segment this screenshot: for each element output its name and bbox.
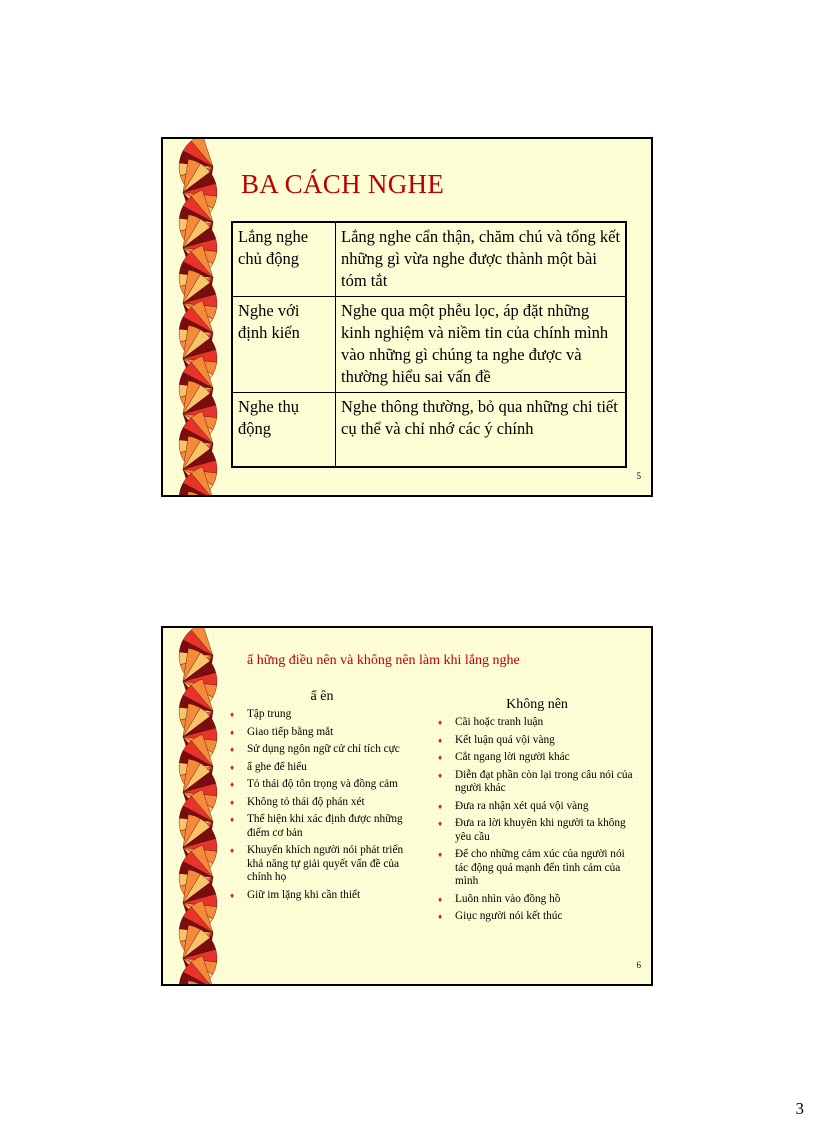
list-item: ♦ Diễn đạt phần còn lại trong câu nói của người khác: [437, 769, 637, 796]
fan-decoration-icon: [171, 139, 225, 495]
list-item: ♦ Kết luận quá vội vàng: [437, 734, 637, 748]
term-cell: Nghe với định kiến: [232, 297, 336, 393]
list-item: ♦ ẩ ghe để hiểu: [229, 761, 415, 775]
list-item: ♦ Luôn nhìn vào đồng hồ: [437, 893, 637, 907]
term-cell: Nghe thụ động: [232, 393, 336, 468]
list-item: ♦ Đưa ra nhận xét quá vội vàng: [437, 800, 637, 814]
slide-title: ẩ hững điều nên và không nên làm khi lắng nghe: [247, 653, 520, 668]
table-row: [232, 393, 626, 468]
description-cell: Nghe qua một phễu lọc, áp đặt những kinh nghiệm và niềm tin của chính mình vào những gì chúng ta nghe được và thường hiểu sai vấn đề: [336, 297, 627, 393]
list-item: ♦ Giữ im lặng khi cần thiết: [229, 889, 415, 903]
should-not-heading: Không nên: [506, 697, 568, 712]
list-item: ♦ Tỏ thái độ tôn trọng và đồng cảm: [229, 778, 415, 792]
description-cell: Nghe thông thường, bỏ qua những chi tiết cụ thể và chỉ nhớ các ý chính: [336, 393, 627, 468]
slide-6: [161, 626, 653, 986]
page-number: 3: [795, 1099, 804, 1118]
should-heading: ẩ ên: [310, 689, 334, 704]
description-cell: Lắng nghe cẩn thận, chăm chú và tổng kết những gì vừa nghe được thành một bài tóm tắt: [336, 222, 627, 297]
slide-number: 5: [636, 471, 641, 481]
should-not-column: [437, 696, 637, 928]
list-item: ♦ Đưa ra lời khuyên khi người ta không yêu cầu: [437, 817, 637, 844]
list-item: ♦ Sử dụng ngôn ngữ cử chỉ tích cực: [229, 743, 415, 757]
should-not-list: [437, 716, 637, 924]
list-item: ♦ Để cho những cảm xúc của người nói tác động quá mạnh đến tình cảm của mình: [437, 848, 637, 889]
list-item: ♦ Giục người nói kết thúc: [437, 910, 637, 924]
table-row: [232, 222, 626, 297]
list-item: ♦ Cãi hoặc tranh luận: [437, 716, 637, 730]
term-cell: Lắng nghe chủ động: [232, 222, 336, 297]
list-item: ♦ Tập trung: [229, 708, 415, 722]
slide-number: 6: [636, 960, 641, 970]
slide-title: BA CÁCH NGHE: [241, 169, 445, 199]
list-item: ♦ Cắt ngang lời người khác: [437, 751, 637, 765]
list-item: ♦ Thể hiện khi xác định được những điểm cơ bản: [229, 813, 415, 840]
table-row: [232, 297, 626, 393]
list-item: ♦ Khuyến khích người nói phát triển khả năng tự giải quyết vấn đề của chính họ: [229, 844, 415, 885]
listening-types-table: [231, 221, 627, 468]
fan-decoration-icon: [171, 628, 225, 984]
should-list: [229, 708, 415, 902]
list-item: ♦ Không tỏ thái độ phán xét: [229, 796, 415, 810]
slide-5: [161, 137, 653, 497]
list-item: ♦ Giao tiếp bằng mắt: [229, 726, 415, 740]
should-do-column: [229, 688, 415, 906]
